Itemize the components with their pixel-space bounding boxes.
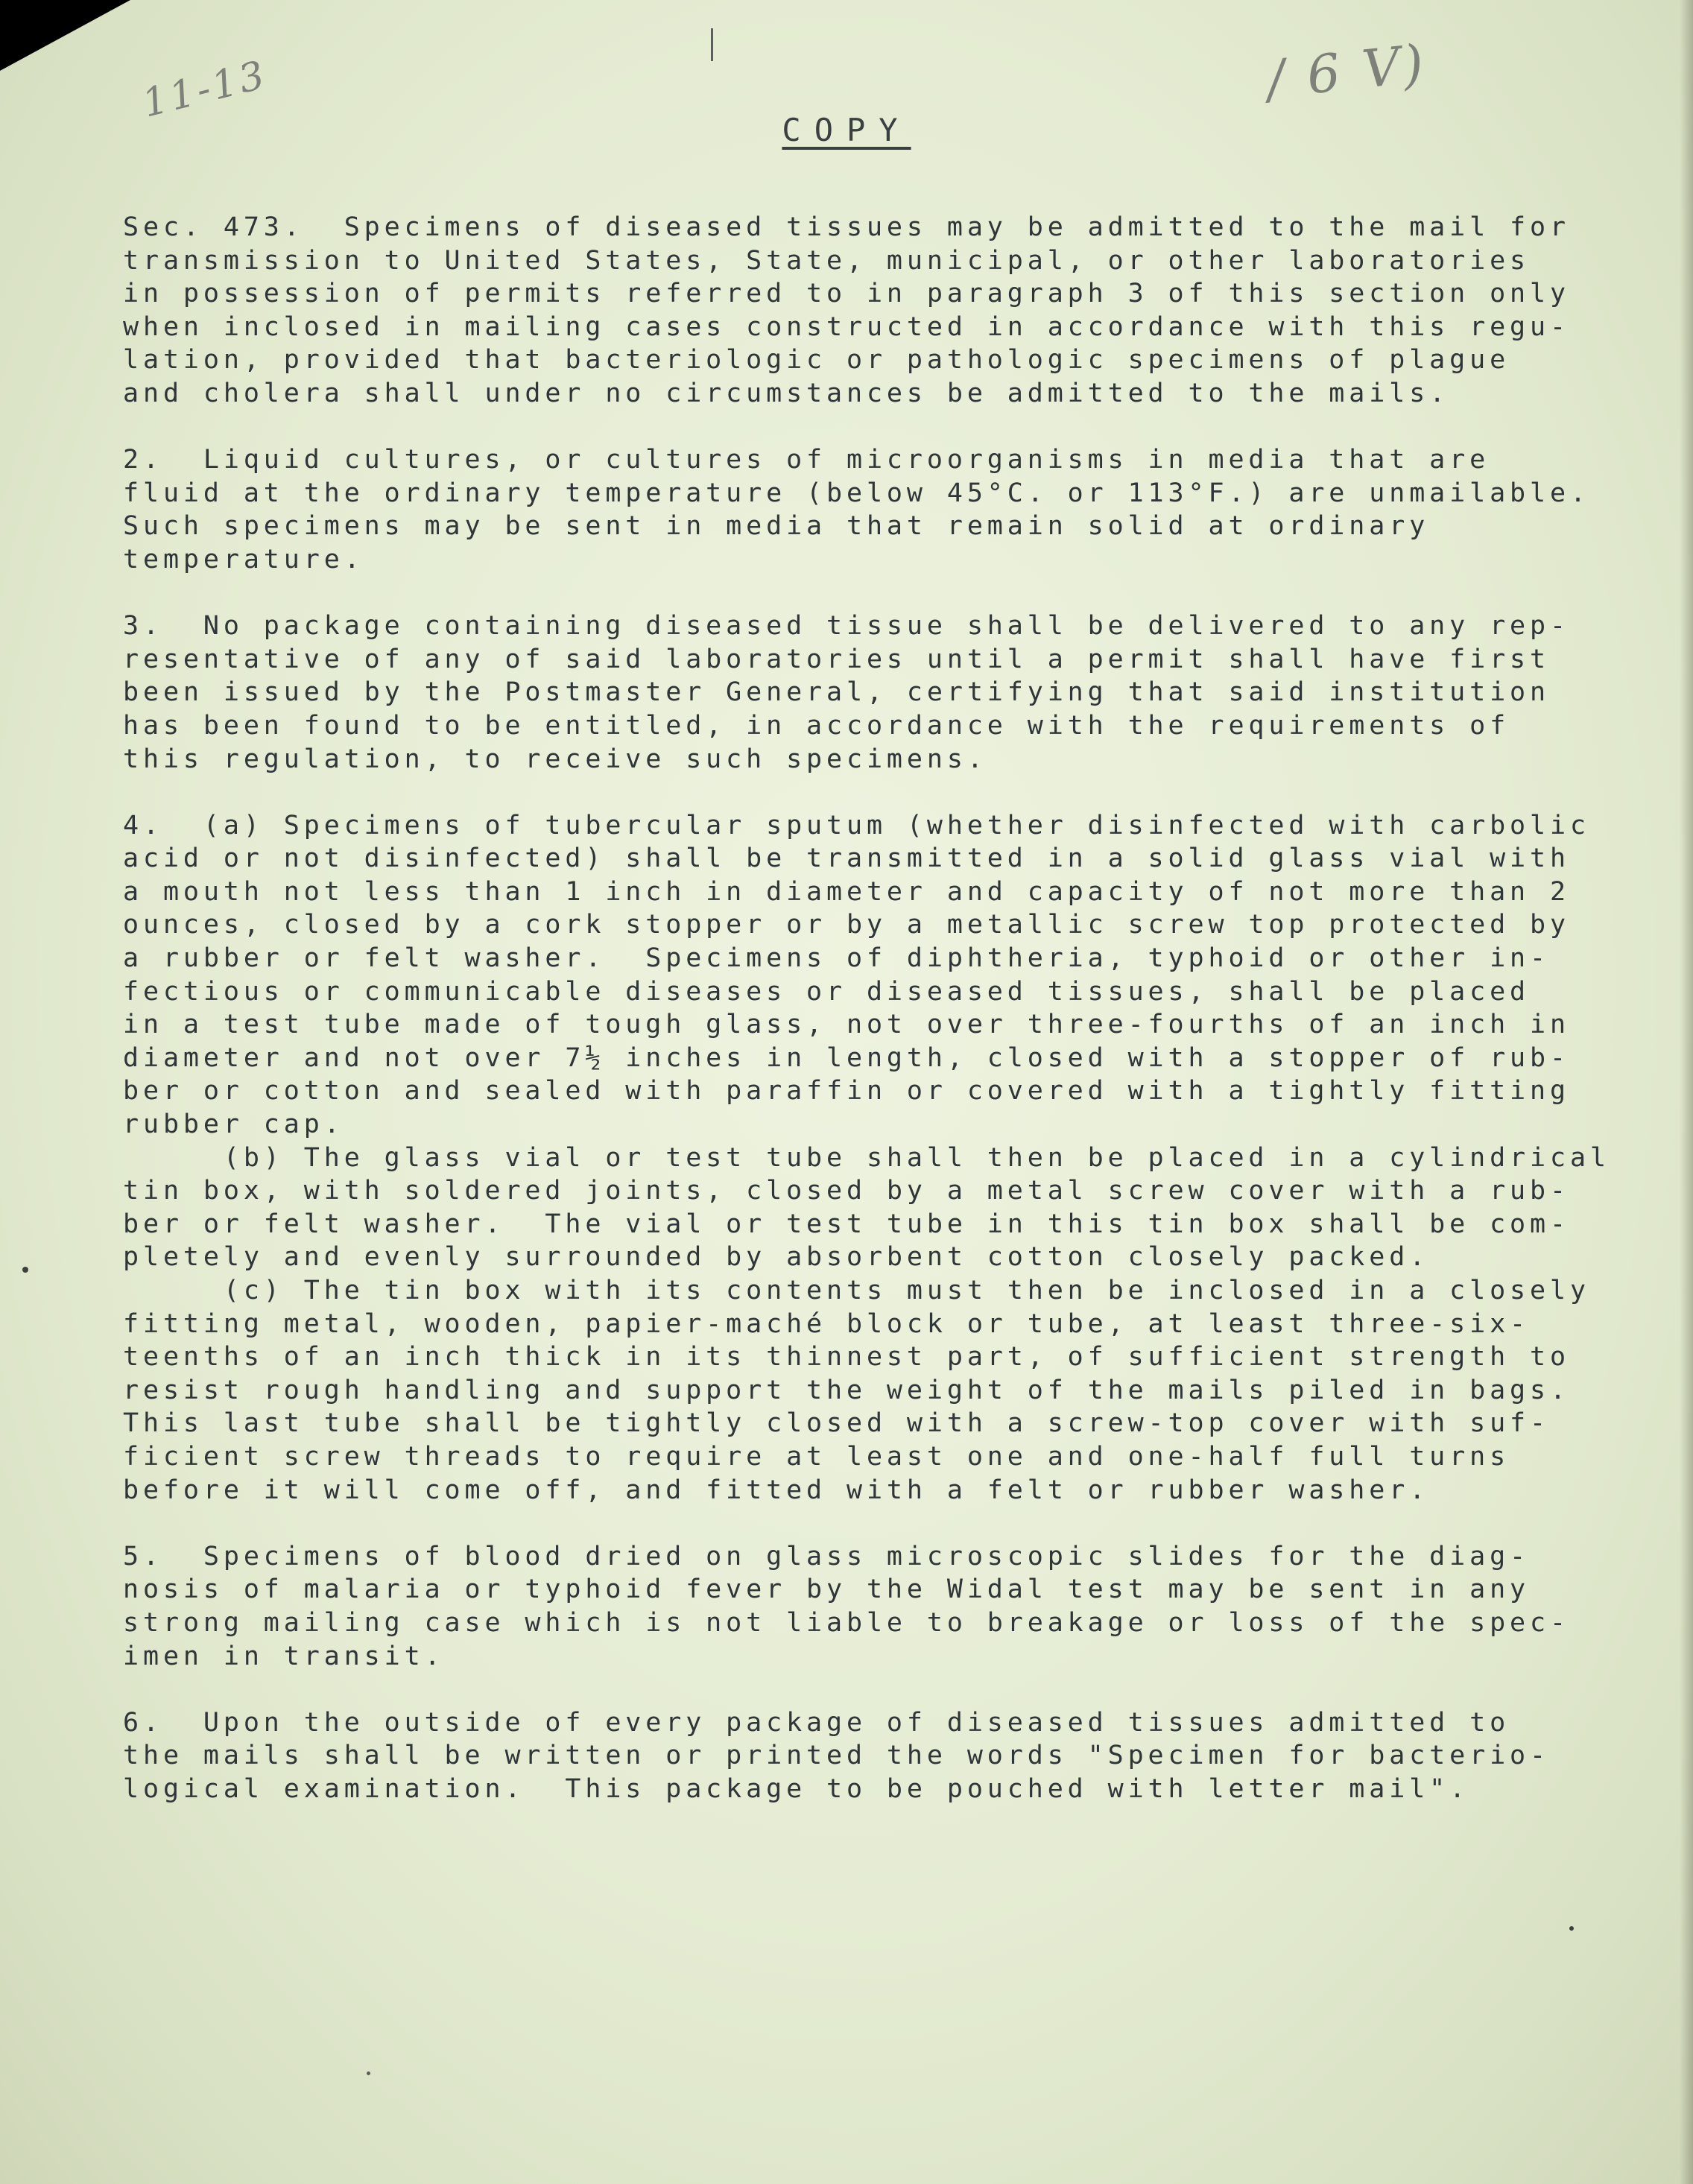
scan-corner-shadow bbox=[0, 0, 130, 71]
text-line: in a test tube made of tough glass, not over three-fourths of an inch in bbox=[123, 1010, 1570, 1040]
text-line: ber or felt washer. The vial or test tube in this tin box shall be com- bbox=[123, 1209, 1570, 1239]
text-line: when inclosed in mailing cases constructed in accordance with this regu- bbox=[123, 311, 1570, 342]
text-line: a mouth not less than 1 inch in diameter and capacity of not more than 2 bbox=[123, 876, 1570, 907]
paragraph-gap bbox=[123, 577, 1613, 610]
text-line: logical examination. This package to be pouched with letter mail". bbox=[123, 1773, 1470, 1804]
text-line: Such specimens may be sent in media that remain solid at ordinary bbox=[123, 511, 1430, 542]
handwritten-note-right: / 6 V) bbox=[1264, 33, 1430, 110]
text-line: diameter and not over 7½ inches in length, closed with a stopper of rub- bbox=[123, 1042, 1570, 1073]
text-line: 2. Liquid cultures, or cultures of microorganisms in media that are bbox=[123, 445, 1490, 475]
text-line: before it will come off, and fitted with a felt or rubber washer. bbox=[123, 1475, 1430, 1505]
text-line: fitting metal, wooden, papier-maché block or tube, at least three-six- bbox=[123, 1308, 1531, 1339]
paragraph-para-3 bbox=[123, 610, 1613, 776]
text-line: the mails shall be written or printed the words "Specimen for bacterio- bbox=[123, 1741, 1550, 1771]
text-line: pletely and evenly surrounded by absorbent cotton closely packed. bbox=[123, 1242, 1430, 1273]
text-line: ber or cotton and sealed with paraffin or covered with a tightly fitting bbox=[123, 1076, 1570, 1107]
text-line: acid or not disinfected) shall be transmitted in a solid glass vial with bbox=[123, 843, 1570, 874]
text-line: this regulation, to receive such specimens. bbox=[123, 744, 987, 774]
text-line: imen in transit. bbox=[123, 1641, 445, 1671]
text-line: temperature. bbox=[123, 544, 364, 575]
text-line: has been found to be entitled, in accordance with the requirements of bbox=[123, 710, 1510, 741]
text-line: ounces, closed by a cork stopper or by a metallic screw top protected by bbox=[123, 910, 1570, 940]
text-line: (b) The glass vial or test tube shall then be placed in a cylindrical bbox=[123, 1142, 1610, 1173]
text-line: in possession of permits referred to in paragraph 3 of this section only bbox=[123, 279, 1570, 309]
text-line: 5. Specimens of blood dried on glass microscopic slides for the diag- bbox=[123, 1541, 1531, 1571]
text-line: nosis of malaria or typhoid fever by the Widal test may be sent in any bbox=[123, 1574, 1531, 1605]
scan-speck bbox=[367, 2071, 370, 2075]
text-line: been issued by the Postmaster General, certifying that said institution bbox=[123, 677, 1550, 708]
scan-speck bbox=[1569, 1926, 1574, 1931]
scan-edge-shadow bbox=[1680, 0, 1693, 2184]
text-line: 4. (a) Specimens of tubercular sputum (whether disinfected with carbolic bbox=[123, 810, 1590, 841]
text-line: (c) The tin box with its contents must then be inclosed in a closely bbox=[123, 1276, 1590, 1305]
text-line: a rubber or felt washer. Specimens of diphtheria, typhoid or other in- bbox=[123, 943, 1550, 974]
pencil-tick-mark bbox=[711, 28, 713, 61]
text-line: resentative of any of said laboratories until a permit shall have first bbox=[123, 644, 1550, 674]
text-line: and cholera shall under no circumstances be admitted to the mails. bbox=[123, 378, 1450, 408]
handwritten-note-left: 11-13 bbox=[138, 52, 272, 127]
paragraph-para-2 bbox=[123, 443, 1613, 576]
title-text: COPY bbox=[782, 112, 911, 148]
text-line: resist rough handling and support the weight of the mails piled in bags. bbox=[123, 1375, 1570, 1405]
paragraph-gap bbox=[123, 411, 1613, 444]
text-line: strong mailing case which is not liable to breakage or loss of the spec- bbox=[123, 1607, 1570, 1638]
text-line: tin box, with soldered joints, closed by a metal screw cover with a rub- bbox=[123, 1176, 1570, 1206]
text-line: 3. No package containing diseased tissue shall be delivered to any rep- bbox=[123, 611, 1570, 642]
paragraph-gap bbox=[123, 1507, 1613, 1540]
text-line: Sec. 473. Specimens of diseased tissues may be admitted to the mail for bbox=[123, 212, 1570, 242]
text-line: rubber cap. bbox=[123, 1110, 344, 1140]
text-line: fectious or communicable diseases or diseased tissues, shall be placed bbox=[123, 976, 1531, 1007]
text-line: ficient screw threads to require at least one and one-half full turns bbox=[123, 1441, 1510, 1472]
text-line: lation, provided that bacteriologic or pathologic specimens of plague bbox=[123, 345, 1510, 376]
paragraph-gap bbox=[123, 1673, 1613, 1706]
paragraph-para-5 bbox=[123, 1540, 1613, 1673]
paragraph-sec-473 bbox=[123, 211, 1613, 411]
text-line: transmission to United States, State, municipal, or other laboratories bbox=[123, 245, 1531, 276]
paragraph-gap bbox=[123, 776, 1613, 809]
document-title bbox=[0, 112, 1693, 148]
text-line: 6. Upon the outside of every package of diseased tissues admitted to bbox=[123, 1707, 1510, 1738]
text-line: This last tube shall be tightly closed with a screw-top cover with suf- bbox=[123, 1408, 1550, 1439]
text-line: teenths of an inch thick in its thinnest part, of sufficient strength to bbox=[123, 1342, 1570, 1373]
scan-speck bbox=[22, 1267, 28, 1273]
text-line: fluid at the ordinary temperature (below 45°C. or 113°F.) are unmailable. bbox=[123, 478, 1590, 508]
document-body bbox=[123, 211, 1613, 1806]
paragraph-para-6 bbox=[123, 1706, 1613, 1806]
paragraph-para-4 bbox=[123, 809, 1613, 1507]
